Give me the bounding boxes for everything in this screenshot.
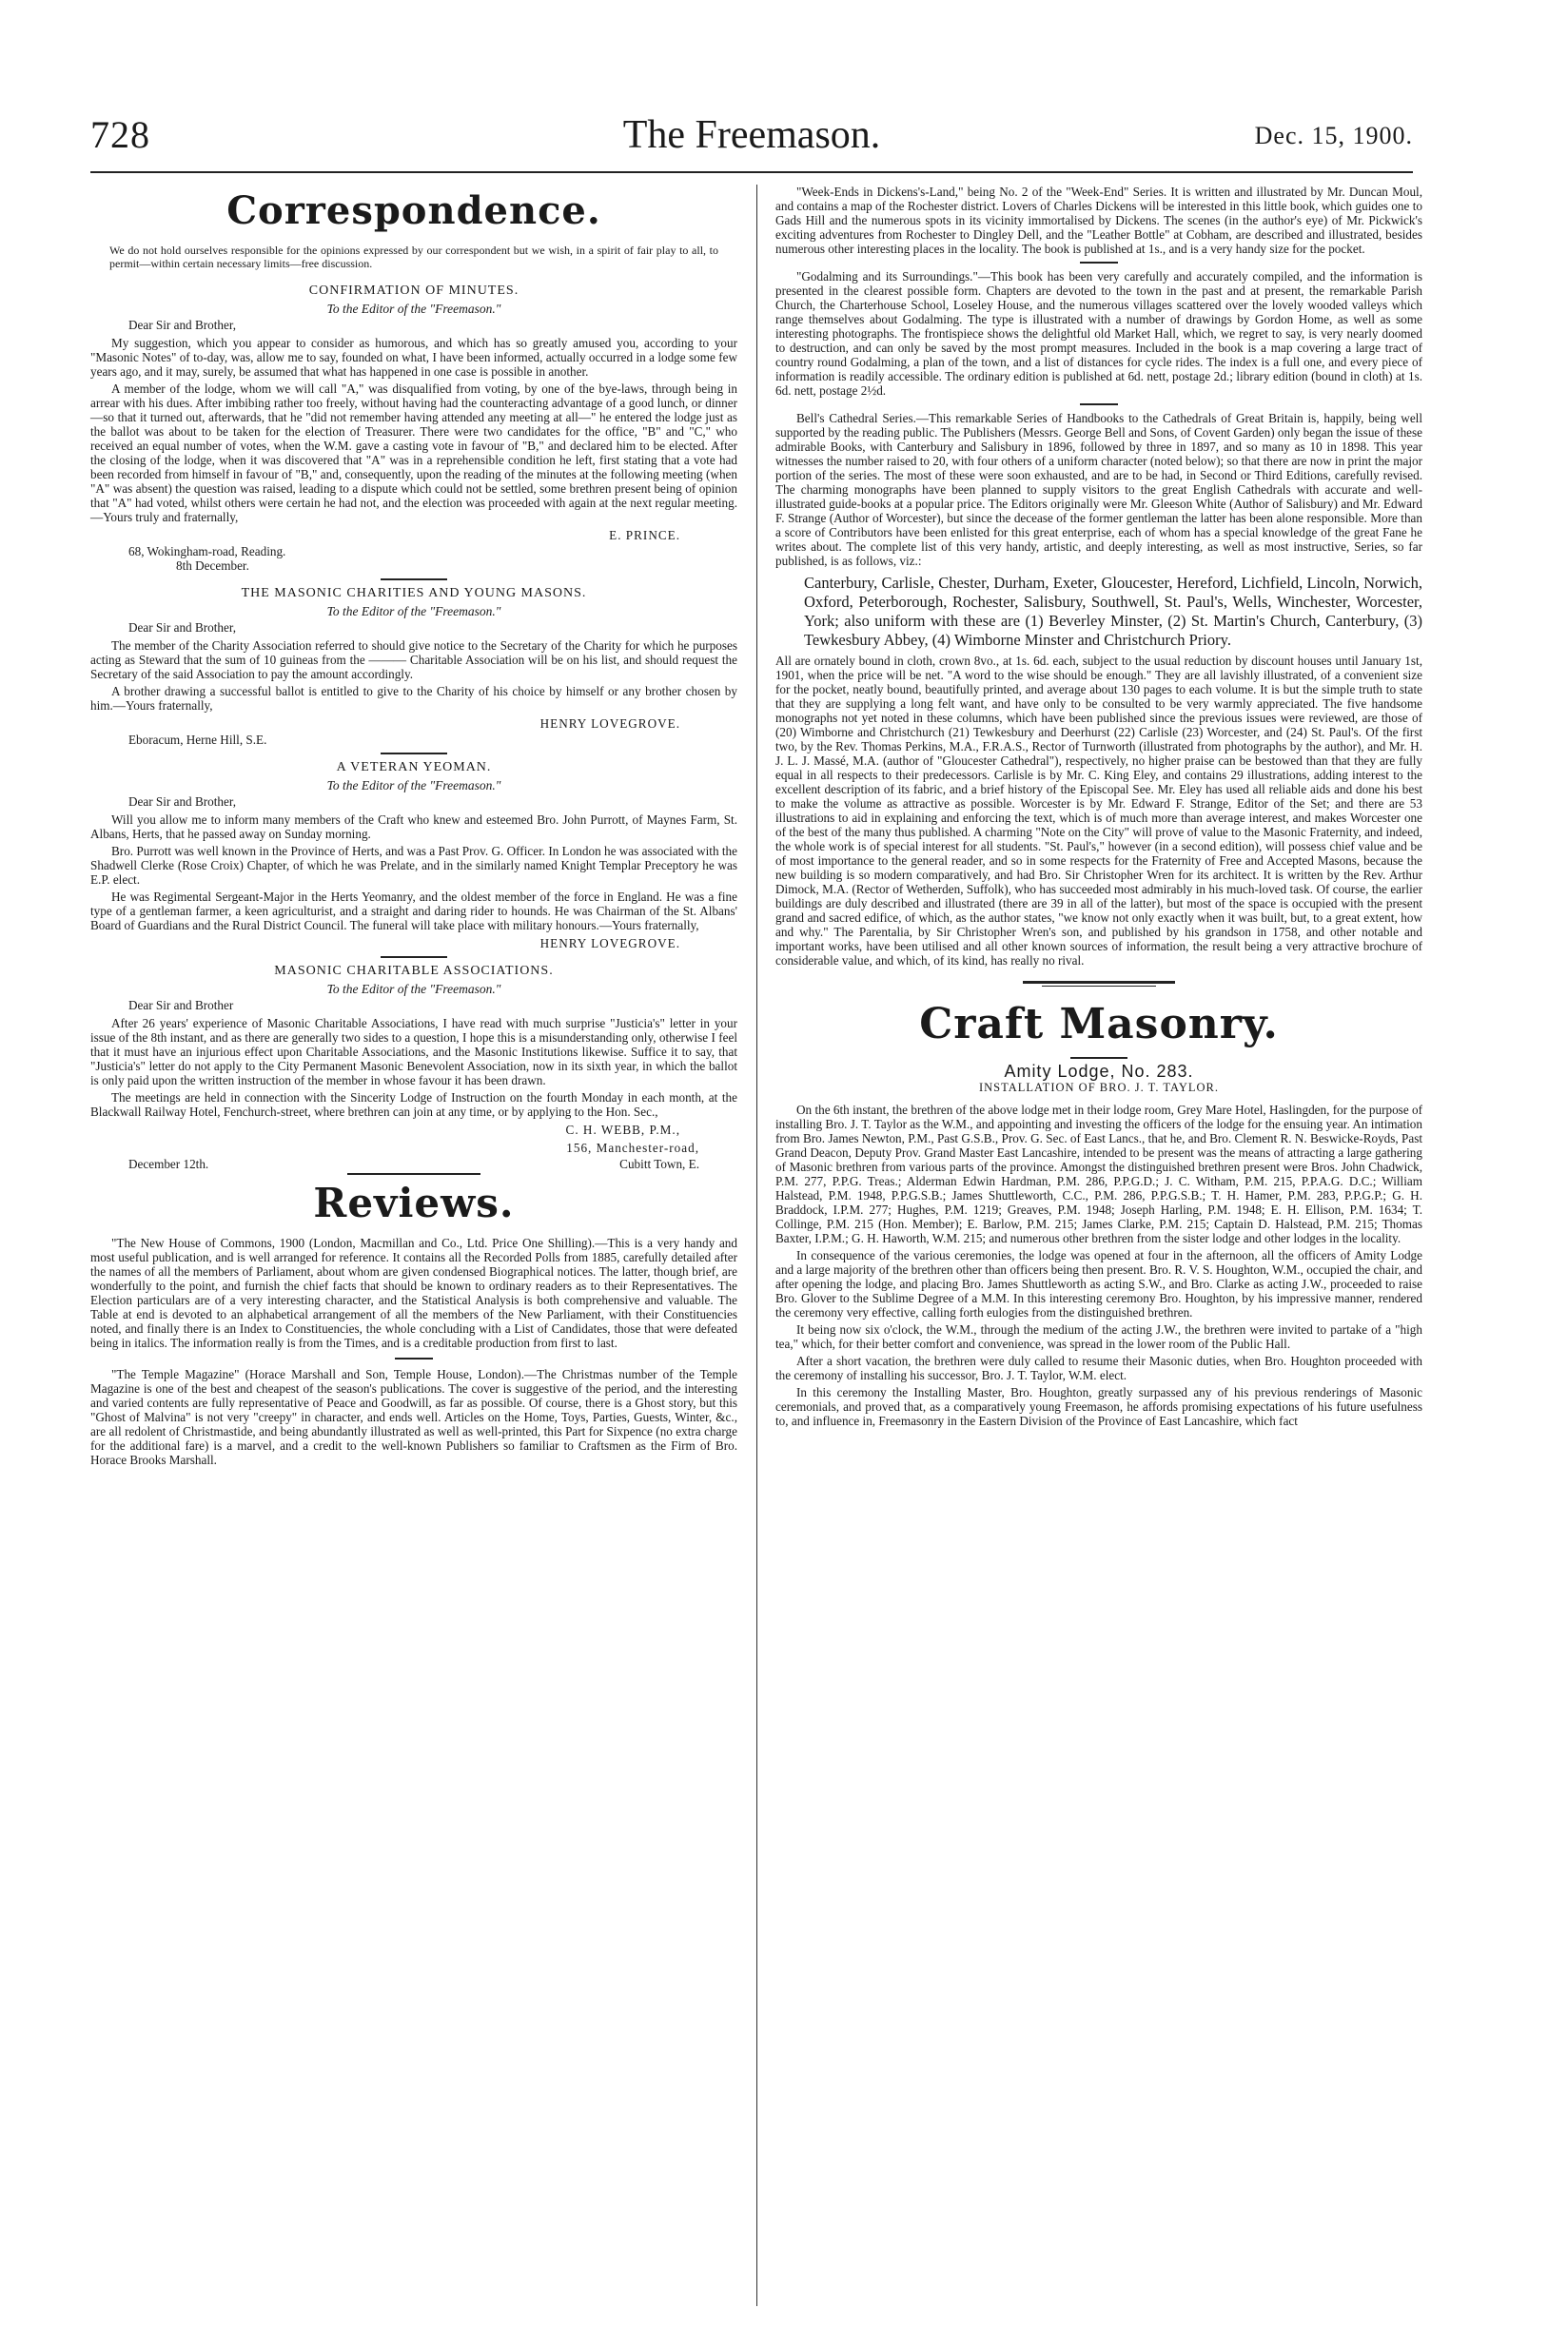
craft-masonry-heading: Craft Masonry.: [919, 1000, 1279, 1048]
letter-address-line: Eboracum, Herne Hill, S.E.: [128, 733, 267, 747]
correspondence-disclaimer: We do not hold ourselves responsible for the opinions expressed by our correspondent but we wish, in a spirit of fair play to all, to permit—within certain necessary limits—free discussion.: [109, 244, 718, 270]
reviews-heading: Reviews.: [313, 1180, 515, 1226]
report-paragraph: After a short vacation, the brethren were duly called to resume their Masonic duties, when Bro. Houghton proceeded with the ceremony of installing his successor, Bro. J. T. Taylor, W.M. elect.: [775, 1354, 1422, 1382]
masthead: [90, 112, 1413, 169]
section-rule: [381, 753, 447, 754]
report-paragraph: In consequence of the various ceremonies, the lodge was opened at four in the afternoon, all the officers of Amity Lodge and a large majority of the brethren other than officers being then present. Bro. R. V. S. Houghton, W.M., occupied the chair, and after opening the lodge, and placing Bro. James Shuttleworth as acting S.W., and Bro. Clarke as acting J.W., proceeded to raise Bro. Glover to the Sublime Degree of a M.M. In this interesting ceremony Bro. Houghton, by his impressive manner, rendered the ceremony very effective, calling forth eulogies from the distinguished brethren.: [775, 1248, 1422, 1320]
letter-addressee: To the Editor of the "Freemason.": [326, 604, 501, 618]
letter-paragraph: A brother drawing a successful ballot is entitled to give to the Charity of his choice by himself or any brother chosen by him.—Yours fraternally,: [90, 684, 737, 713]
letter-greeting: Dear Sir and Brother,: [128, 620, 236, 635]
left-column: [90, 185, 737, 1470]
letter-signature: HENRY LOVEGROVE.: [539, 936, 680, 950]
column-divider: [756, 185, 757, 2306]
issue-date: Dec. 15, 1900.: [1254, 122, 1413, 149]
letter-confirmation-of-minutes: [90, 284, 737, 580]
letter-date-line: 8th December.: [176, 558, 249, 573]
cathedral-list: Canterbury, Carlisle, Chester, Durham, Exeter, Gloucester, Hereford, Lichfield, Lincoln, Norwich, Oxford, Peterborough, Rochester, Salisbury, Southwell, St. Paul's, Wells, Winchester, Worcester, York; also uniform with these are (1) Beverley Minster, (2) St. Martin's Church, Canterbury, (3) Tewkesbury Abbey, (4) Wimborne Minster and Christchurch Priory.: [804, 574, 1422, 649]
masthead-rule: [90, 171, 1413, 173]
newspaper-title: The Freemason.: [622, 113, 881, 157]
section-rule: [395, 1358, 433, 1360]
lodge-name: Amity Lodge, No. 283.: [1004, 1062, 1194, 1081]
letter-paragraph: The meetings are held in connection with the Sincerity Lodge of Instruction on the fourth Monday in each month, at the Blackwall Railway Hotel, Fenchurch-street, where brethren can join at any time, or by applying to the Hon. Sec.,: [90, 1090, 737, 1119]
letter-title: A VETERAN YEOMAN.: [336, 760, 492, 774]
letter-masonic-charities: [90, 586, 737, 754]
letter-addressee: To the Editor of the "Freemason.": [326, 982, 501, 996]
section-rule: [381, 578, 447, 580]
letter-greeting: Dear Sir and Brother,: [128, 794, 236, 809]
letter-greeting: Dear Sir and Brother: [128, 998, 234, 1012]
letter-paragraph: My suggestion, which you appear to consider as humorous, and which has so greatly amused you, according to your "Masonic Notes" of to-day, was, allow me to say, founded on what, I have been informed, actually occurred in a lodge some few years ago, and it may, surely, be assumed that what has happened in one case is possible in another.: [90, 336, 737, 379]
letter-title: THE MASONIC CHARITIES AND YOUNG MASONS.: [241, 586, 587, 600]
letter-paragraph: The member of the Charity Association referred to should give notice to the Secretary of the Charity for which he purposes acting as Steward that the sum of 10 guineas from the ——— Charitable Association will be on his list, and should request the Secretary of the said Association to pay the amount accordingly.: [90, 638, 737, 681]
letter-paragraph: After 26 years' experience of Masonic Charitable Associations, I have read with much surprise "Justicia's" letter in your issue of the 8th instant, and as there are generally two sides to a question, I hope this is a misunderstanding only, otherwise I feel that it must have an injurious effect upon Charitable Associations, and the Masonic Institutions likewise. Suffice it to say, that "Justicia's" letter do not apply to the City Permanent Masonic Benevolent Association, now in its sixth year, in which the ballot is only paid upon the written instruction of the member in whose favour it has been drawn.: [90, 1016, 737, 1087]
newspaper-page: [90, 112, 1422, 2300]
section-rule: [381, 956, 447, 958]
section-rule: [1080, 403, 1118, 405]
letter-address-right: Cubitt Town, E.: [619, 1157, 699, 1171]
letter-closing-row: [90, 1157, 737, 1171]
review-item: "The Temple Magazine" (Horace Marshall and Son, Temple House, London).—The Christmas number of the Temple Magazine is one of the best and cheapest of the season's publications. The cover is suggestive of the period, and the interesting and varied contents are fully representative of Peace and Goodwill, as far as possible. Of course, there is a Ghost story, but this "Ghost of Malvina" is not very "creepy" in character, and ends well. Articles on the Home, Toys, Parties, Guests, Winter, &c., are all redolent of Christmastide, and being abundantly illustrated as well as well-printed, this Part for Sixpence (no extra charge for the additional fare) is a marvel, and a credit to the well-known Publishers so familiar to Craftsmen as the Firm of Bro. Horace Brooks Marshall.: [90, 1367, 737, 1467]
letter-signature: HENRY LOVEGROVE.: [539, 716, 680, 731]
review-item: "The New House of Commons, 1900 (London, Macmillan and Co., Ltd. Price One Shilling).—This is a very handy and most useful publication, and is well arranged for reference. It contains all the Recorded Polls from 1885, carefully detailed after the names of all the members of Parliament, about whom are given condensed Biographical notices. The latter, though brief, are wonderfully to the point, and furnish the chief facts that should be known to ordinary readers as to their Representatives. The Election particulars are of a very interesting character, and the Statistical Analysis is both comprehensive and valuable. The Table at end is devoted to an alphabetical arrangement of all the members of the New Parliament, with their Constituencies noted, and finally there is an Index to Constituencies, the whole concluding with a List of Candidates, those that were defeated being in italics. The information really is from the Times, and is a creditable production from first to last.: [90, 1236, 737, 1350]
letter-paragraph: Bro. Purrott was well known in the Province of Herts, and was a Past Prov. G. Officer. In London he was associated with the Shadwell Clerke (Rose Croix) Chapter, of which he was Prelate, and in the similarly named Knight Templar Preceptory he was E.P. elect.: [90, 844, 737, 887]
review-item: All are ornately bound in cloth, crown 8vo., at 1s. 6d. each, subject to the usual reduction by discount houses until January 1st, 1901, when the price will be net. "A word to the wise should be enough." They are all lavishly illustrated, of a convenient size for the pocket, neatly bound, beautifully printed, and average about 130 pages to each volume. It is but the simple truth to state that they are supplying a long felt want, and have only to be consulted to be very warmly appreciated. The five handsome monographs not yet noted in these columns, which have been published since the previous issues were reviewed, are those of (20) Wimborne and Christchurch (21) Tewkesbury and Deerhurst (22) Carlisle (23) Worcester, and (24) St. Paul's. Of the first two, by the Rev. Thomas Perkins, M.A., F.R.A.S., Rector of Turnworth (illustrated from photographs by the author), and Mr. H. J. L. J. Massé, M.A. (author of "Gloucester Cathedral"), respectively, no higher praise can be bestowed than that they are fully equal in all respects to their predecessors. Carlisle is by Mr. C. King Eley, and contains 29 illustrations, adding interest to the excellent description of its fabric, and a brief history of the Episcopal See. Mr. Eley has used all reliable aids and done his best to make the volume as attractive as possible. Worcester is by Mr. Edward F. Strange, Editor of the Set; and there are 53 illustrations to aid in explaining and enforcing the text, which is of much more than average interest, and makes Worcester one of the best of the many thus published. A charming "Note on the City" will prove of value to the Masonic Fraternity, and indeed, the whole work is of special interest for all students. "St. Paul's," however (in a second edition), will possess chief value and be of most importance to the general reader, and so in some respects for the Fraternity of Free and Accepted Masons, because the new building is so modern comparatively, and had Bro. Sir Christopher Wren for its architect. It is written by the Rev. Arthur Dimock, M.A. (Rector of Wetherden, Suffolk), who has succeeded most admirably in his much-loved task. Of course, the earlier buildings are duly described and illustrated (there are 39 in all of the latter), but most of the space is occupied with the present grand and sacred edifice, of which, as the author states, "we know not only exactly when it was built, but, to a great extent, how and why." The Parentalia, by Sir Christopher Wren's son, and published by his grandson in 1758, and other notable and important works, have been utilised and all other known sources of information, the result being a very attractive brochure of considerable value, and which, of its kind, has really no rival.: [775, 654, 1422, 968]
section-rule: [1080, 262, 1118, 264]
correspondence-heading: Correspondence.: [226, 188, 601, 233]
letter-signature: E. PRINCE.: [609, 528, 680, 542]
lodge-subtitle: INSTALLATION OF BRO. J. T. TAYLOR.: [978, 1081, 1220, 1094]
letter-veteran-yeoman: [90, 760, 737, 958]
page-number: 728: [90, 113, 150, 156]
letter-addressee: To the Editor of the "Freemason.": [326, 778, 501, 792]
letter-paragraph: He was Regimental Sergeant-Major in the Herts Yeomanry, and the oldest member of the force in England. He was a fine type of a gentleman farmer, a keen agriculturist, and a straight and daring rider to hounds. He was Chairman of the St. Albans' Board of Guardians and the Rural District Council. The funeral will take place with military honours.—Yours fraternally,: [90, 890, 737, 932]
review-item: Bell's Cathedral Series.—This remarkable Series of Handbooks to the Cathedrals of Great Britain is, happily, being well supported by the reading public. The Publishers (Messrs. George Bell and Sons, of Covent Garden) only began the issue of these admirable Books, with Canterbury and Salisbury in 1896, followed by three in 1897, and so many as 10 in 1898. This year witnesses the number raised to 20, with four others of a uniform character (noted below); so that there are now in print the major portion of the series. The most of these were soon exhausted, and are to be had, in Second or Third Editions, carefully revised. The charming monographs have been planned to supply visitors to the great English Cathedrals with accurate and well-illustrated guide-books at a popular price. The Editors originally were Mr. Gleeson White (Author of Salisbury) and Mr. Edward F. Strange (Author of Worcester), but since the decease of the former gentleman the latter has been alone responsible. More than a score of Contributors have been enlisted for this great enterprise, each of whom has a special knowledge of the great Fane he writes about. The complete list of this very handy, artistic, and deeply interesting, as well as most instructive, Series, so far published, is as follows, viz.:: [775, 411, 1422, 568]
letter-title: CONFIRMATION OF MINUTES.: [308, 284, 519, 298]
letter-signature: C. H. WEBB, P.M.,: [565, 1123, 680, 1137]
review-item: "Godalming and its Surroundings."—This book has been very carefully and accurately compiled, and the information is presented in the clearest possible form. Chapters are devoted to the town in the past and at present, the remarkable Parish Church, the Charterhouse School, Loseley House, and the numerous villages scattered over the lovely wooded valleys which range themselves about Godalming. The type is illustrated with a number of drawings by Gordon Home, as well as some interesting photographs. The frontispiece shows the delightful old Market Hall, which, we regret to say, is very nearly doomed to destruction, and can only be saved by the most prompt measures. Included in the book is a map covering a large tract of country round Godalming, a plan of the town, and a list of distances for cycle rides. The index is a full one, and every piece of information is readily accessible. The ordinary edition is published at 6d. nett, postage 2d.; library edition (bound in cloth) at 1s. 6d. nett, postage 2½d.: [775, 269, 1422, 398]
letter-address-line: 68, Wokingham-road, Reading.: [128, 544, 286, 558]
report-paragraph: It being now six o'clock, the W.M., through the medium of the acting J.W., the brethren were invited to partake of a "high tea," which, for their better comfort and convenience, was spread in the lower room of the Public Hall.: [775, 1322, 1422, 1351]
right-column: [775, 185, 1422, 1431]
review-item: "Week-Ends in Dickens's-Land," being No. 2 of the "Week-End" Series. It is written and illustrated by Mr. Duncan Moul, and contains a map of the Rochester district. Lovers of Charles Dickens will be interested in this little book, which guides one to Gads Hill and the numerous spots in its vicinity immortalised by Dickens. The scenes (in the author's eye) of Mr. Pickwick's exciting adventures from Rochester to Dingley Dell, and the "Leather Bottle" at Cobham, are described and illustrated, besides numerous other interesting places in the locality. The book is published at 1s., and is a very handy size for the pocket.: [775, 185, 1422, 256]
letter-greeting: Dear Sir and Brother,: [128, 318, 236, 332]
letter-paragraph: A member of the lodge, whom we will call "A," was disqualified from voting, by one of the bye-laws, through being in arrear with his dues. After imbibing rather too freely, without having had the counteracting advantage of a good lunch, or dinner—so that it turned out, afterwards, that he "did not remember having attended any meeting at all—" he entered the lodge just as the ballot was about to be taken for the election of Treasurer. There were two candidates for the office, "B" and "C," who received an equal number of votes, when the W.M. gave a casting vote in favour of "B," and declared him to be elected. After the closing of the lodge, when it was discovered that "A" was in a reprehensible condition he left, first stating that a vote had been recorded from himself in favour of "B," and, consequently, upon the reading of the minutes at the following meeting (when "A" was absent) the question was raised, leading to a dispute which could not be settled, some brethren present being of opinion that "A" had voted, whilst others were certain he had not, and the election was proceeded with again at the next regular meeting.—Yours truly and fraternally,: [90, 381, 737, 524]
report-paragraph: In this ceremony the Installing Master, Bro. Houghton, greatly surpassed any of his previous renderings of Masonic ceremonials, and proved that, as a comparatively young Freemason, he affords promising expectations of his future usefulness to, and influence in, Freemasonry in the Eastern Division of the Province of East Lancashire, which fact: [775, 1385, 1422, 1428]
letter-paragraph: Will you allow me to inform many members of the Craft who knew and esteemed Bro. John Purrott, of Maynes Farm, St. Albans, Herts, that he passed away on Sunday morning.: [90, 812, 737, 841]
letter-addressee: To the Editor of the "Freemason.": [326, 302, 501, 316]
section-rule: [1070, 1057, 1127, 1059]
section-rule: [1023, 981, 1175, 984]
letter-address-line: 156, Manchester-road,: [566, 1141, 699, 1155]
letter-date-line: December 12th.: [128, 1157, 209, 1171]
letter-masonic-charitable-associations: [90, 964, 737, 1175]
letter-title: MASONIC CHARITABLE ASSOCIATIONS.: [274, 964, 554, 978]
report-paragraph: On the 6th instant, the brethren of the above lodge met in their lodge room, Grey Mare Hotel, Haslingden, for the purpose of installing Bro. J. T. Taylor as the W.M., and appointing and investing the officers of the lodge for the ensuing year. An intimation from Bro. James Newton, P.M., Past G.S.B., Prov. G. Sec. of East Lancs., that he, and Bro. Clement R. N. Beswicke-Royds, Past Grand Deacon, Deputy Prov. Grand Master East Lancashire, intended to be present was the means of attracting a large gathering of Masonic brethren from various parts of the province. Amongst the distinguished brethren present were Bros. John Chadwick, P.M. 277, P.P.G. Treas.; Alderman Edwin Hardman, P.M. 286, P.P.G.D.; J. C. Witham, P.M. 215, P.P.A.G. D.C.; William Halstead, P.M. 1948, P.P.G.S.B.; James Shuttleworth, C.C., P.M. 286, P.P.G.S.B.; T. H. Hamer, P.M. 283, P.P.G.P.; G. H. Braddock, I.P.M. 277; Hughes, P.M. 1219; Greaves, P.M. 1948; Joseph Harling, P.M. 1948; E. H. Ellison, P.M. 1634; T. Collinge, P.M. 215 (Hon. Member); E. Barlow, P.M. 215; James Clarke, P.M. 215; Captain D. Halstead, P.M. 215; Thomas Baxter, I.P.M.; G. H. Haworth, W.M. 215; and numerous other brethren from the sister lodge and other lodges in the locality.: [775, 1103, 1422, 1245]
section-rule: [347, 1173, 480, 1175]
section-rule: [1042, 986, 1156, 987]
